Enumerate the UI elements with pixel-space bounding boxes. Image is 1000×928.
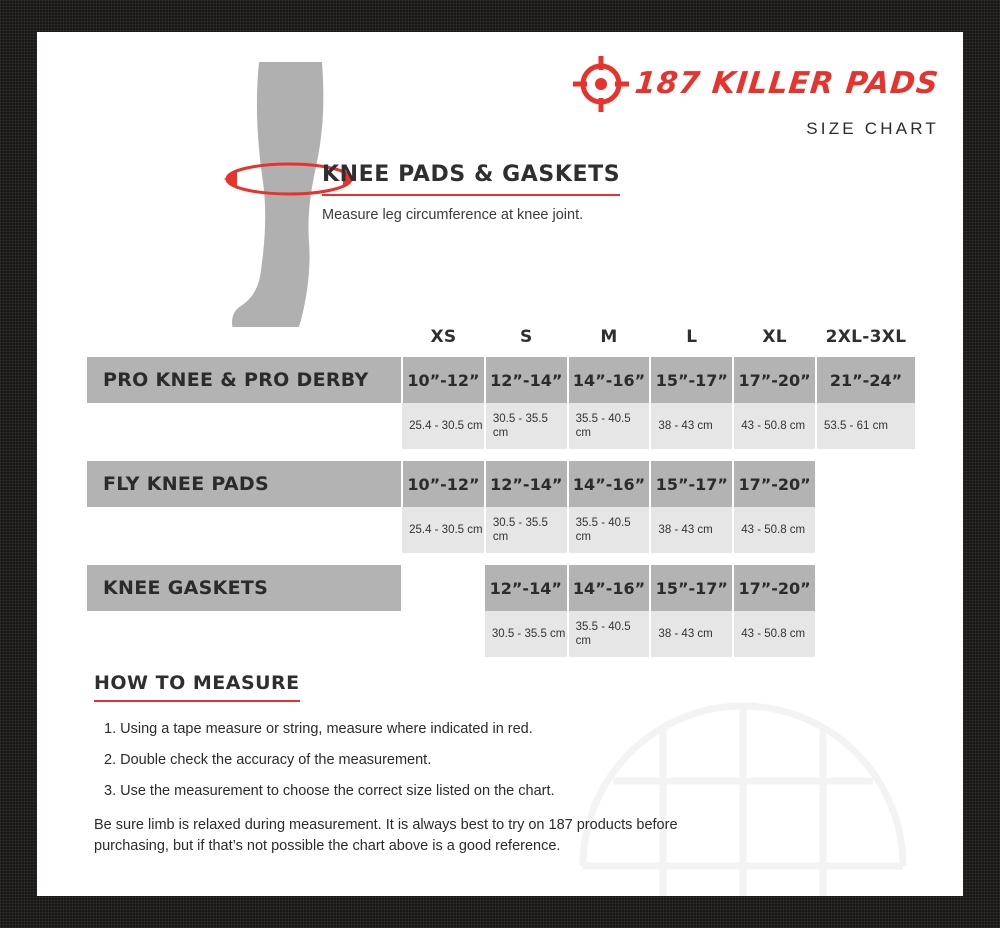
cell-inches: 12”-14” — [485, 565, 568, 611]
cell-cm: 30.5 - 35.5 cm — [485, 403, 568, 449]
cell-inches: 14”-16” — [568, 357, 651, 403]
cell-inches: 14”-16” — [568, 565, 651, 611]
cell-cm-empty — [816, 611, 916, 657]
how-to-measure-title: HOW TO MEASURE — [94, 672, 300, 702]
size-chart-table — [87, 327, 917, 657]
row-label-blank — [87, 507, 402, 553]
column-header-l: L — [650, 327, 733, 357]
cell-inches: 15”-17” — [650, 461, 733, 507]
cell-cm: 43 - 50.8 cm — [733, 611, 816, 657]
how-to-step: 3. Use the measurement to choose the correct size listed on the chart. — [104, 782, 555, 799]
cell-cm-empty — [402, 611, 485, 657]
measure-heading-block — [322, 162, 652, 223]
cell-cm: 53.5 - 61 cm — [816, 403, 916, 449]
cell-inches: 10”-12” — [402, 461, 485, 507]
row-label-pro-knee: PRO KNEE & PRO DERBY — [87, 357, 402, 403]
cell-inches: 12”-14” — [485, 357, 568, 403]
row-spacer — [87, 553, 916, 565]
table-row — [87, 611, 916, 657]
target-crosshair-icon — [573, 56, 629, 112]
column-header-xl: XL — [733, 327, 816, 357]
column-header-xs: XS — [402, 327, 485, 357]
cell-cm: 35.5 - 40.5 cm — [568, 507, 651, 553]
cell-inches-empty — [402, 565, 485, 611]
row-label-blank — [87, 403, 402, 449]
cell-cm: 35.5 - 40.5 cm — [568, 403, 651, 449]
column-header-blank — [87, 327, 402, 357]
table-row — [87, 357, 916, 403]
how-to-note: Be sure limb is relaxed during measurement. It is always best to try on 187 products before purchasing, but if that’s not possible the chart above is a good reference. — [94, 816, 678, 854]
cell-cm: 25.4 - 30.5 cm — [402, 403, 485, 449]
cell-cm: 35.5 - 40.5 cm — [568, 611, 651, 657]
cell-cm: 30.5 - 35.5 cm — [485, 611, 568, 657]
cell-inches: 14”-16” — [568, 461, 651, 507]
table-row — [87, 565, 916, 611]
logo-wordmark: 187 KILLER PADS — [633, 66, 941, 101]
table-header-row — [87, 327, 916, 357]
column-header-2xl-3xl: 2XL-3XL — [816, 327, 916, 357]
measure-subtitle: Measure leg circumference at knee joint. — [322, 207, 584, 223]
cell-cm: 43 - 50.8 cm — [733, 403, 816, 449]
cell-inches-empty — [816, 565, 916, 611]
table-row — [87, 507, 916, 553]
table-row — [87, 461, 916, 507]
cell-inches: 17”-20” — [733, 565, 816, 611]
row-label-fly-knee: FLY KNEE PADS — [87, 461, 402, 507]
cell-inches: 17”-20” — [733, 461, 816, 507]
how-to-step: 2. Double check the accuracy of the measurement. — [104, 751, 432, 768]
table-row — [87, 403, 916, 449]
cell-cm: 30.5 - 35.5 cm — [485, 507, 568, 553]
cell-inches: 21”-24” — [816, 357, 916, 403]
cell-cm-empty — [816, 507, 916, 553]
cell-cm: 38 - 43 cm — [650, 507, 733, 553]
logo-subtitle: SIZE CHART — [806, 119, 939, 138]
row-label-blank — [87, 611, 402, 657]
cell-inches: 17”-20” — [733, 357, 816, 403]
how-to-step: 1. Using a tape measure or string, measure where indicated in red. — [104, 721, 533, 737]
brand-logo — [573, 56, 939, 139]
cell-inches: 15”-17” — [650, 357, 733, 403]
cell-inches: 15”-17” — [650, 565, 733, 611]
column-header-s: S — [485, 327, 568, 357]
how-to-measure-block — [94, 672, 794, 857]
measure-title: KNEE PADS & GASKETS — [322, 162, 620, 196]
cell-inches: 12”-14” — [485, 461, 568, 507]
row-spacer — [87, 449, 916, 461]
row-label-knee-gaskets: KNEE GASKETS — [87, 565, 402, 611]
cell-cm: 38 - 43 cm — [650, 403, 733, 449]
cell-cm: 43 - 50.8 cm — [733, 507, 816, 553]
cell-cm: 25.4 - 30.5 cm — [402, 507, 485, 553]
cell-inches-empty — [816, 461, 916, 507]
column-header-m: M — [568, 327, 651, 357]
size-chart-sheet — [37, 32, 963, 896]
cell-inches: 10”-12” — [402, 357, 485, 403]
cell-cm: 38 - 43 cm — [650, 611, 733, 657]
